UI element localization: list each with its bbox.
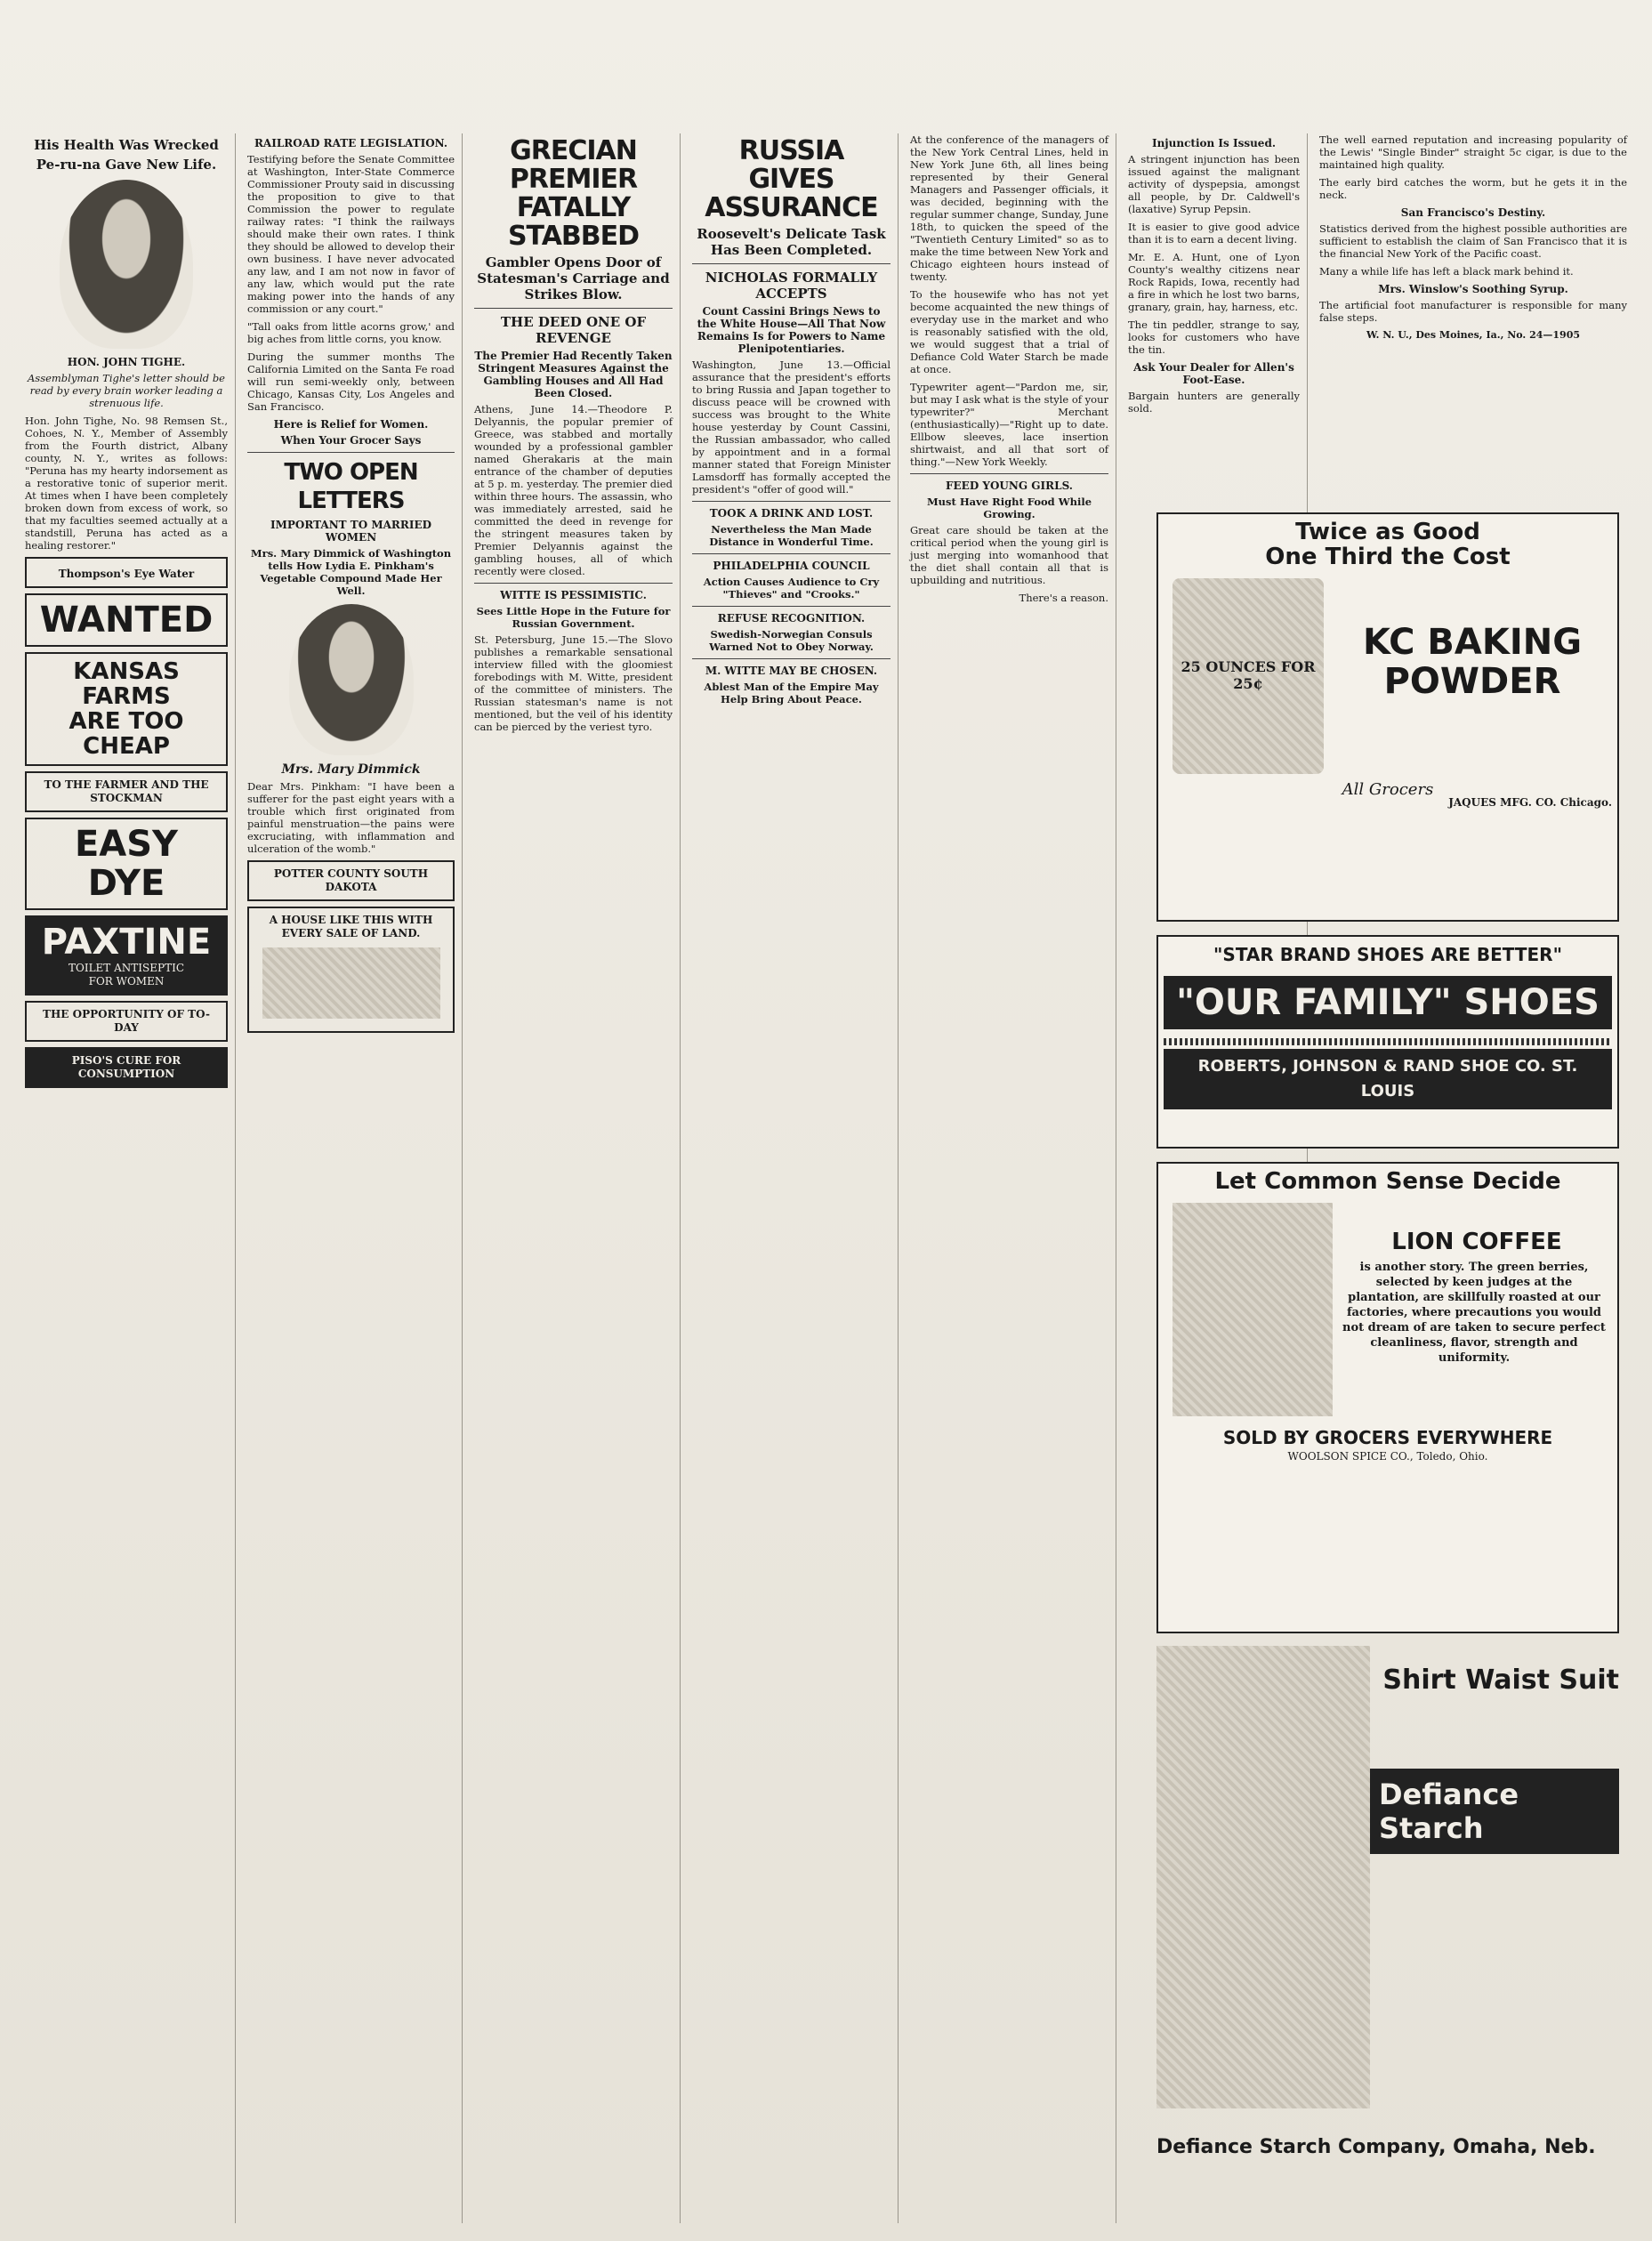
sf-destiny-subhead: San Francisco's Destiny. bbox=[1400, 206, 1546, 219]
pinkham-letter: Dear Mrs. Pinkham: "I have been a sufferer for the past eight years with a trouble which first originated from painful menstruation—the pains were excruciating, with inflammation and ulceration of the womb." bbox=[247, 780, 455, 855]
wanted-ad: WANTED bbox=[25, 593, 228, 647]
grecian-premier-headline: GRECIAN PREMIER FATALLY STABBED bbox=[507, 135, 640, 252]
santa-fe-paragraph: During the summer months The California Limited on the Santa Fe road will run semi-weekly only, between Chicago, Kansas City, Los Angeles and San Francisco. bbox=[247, 351, 455, 413]
lewis-cigar-paragraph: The well earned reputation and increasing popularity of the Lewis' "Single Binder" straight 5c cigar, is due to the maintained high quality. bbox=[1319, 133, 1627, 171]
wnu-footer: W. N. U., Des Moines, Ia., No. 24—1905 bbox=[1366, 329, 1581, 341]
feed-girls-subhead: FEED YOUNG GIRLS. bbox=[946, 480, 1073, 492]
house-ad: A HOUSE LIKE THIS WITH EVERY SALE OF LAND. bbox=[247, 907, 455, 1033]
relief-subhead: Here is Relief for Women. bbox=[273, 418, 429, 431]
early-bird-paragraph: The early bird catches the worm, but he gets it in the neck. bbox=[1319, 176, 1627, 201]
paxtine-ad: PAXTINE TOILET ANTISEPTIC FOR WOMEN bbox=[25, 915, 228, 996]
railroad-headline: RAILROAD RATE LEGISLATION. bbox=[254, 137, 448, 149]
feed-girls-body: Great care should be taken at the critical period when the young girl is just merging into womanhood that the diet shall contain all that is upbuilding and nutritious. bbox=[910, 524, 1108, 586]
peruna-headline: His Health Was Wrecked bbox=[34, 137, 219, 153]
kc-title-2: One Third the Cost bbox=[1265, 544, 1511, 570]
lion-coffee-ad bbox=[1156, 1162, 1619, 1633]
lion-illustration bbox=[1173, 1203, 1333, 1416]
hunt-paragraph: Mr. E. A. Hunt, one of Lyon County's wealthy citizens near Rock Rapids, Iowa, recently had a fire in which he lost two barns, granary, grain, hay, harness, etc. bbox=[1128, 251, 1300, 313]
injunction-body: A stringent injunction has been issued against the malignant activity of dyspepsia, amongst all people, by Dr. Caldwell's (laxative) Syrup Pepsin. bbox=[1128, 153, 1300, 215]
dimmick-portrait bbox=[289, 604, 414, 755]
kc-maker: JAQUES MFG. CO. Chicago. bbox=[1448, 796, 1612, 809]
witte-body: St. Petersburg, June 15.—The Slovo publishes a remarkable sensational interview filled with the gloomiest forebodings with M. Witte, president of the committee of ministers. The Russian statesman's name is not mentioned, but the veil of his identity can be pierced by the veriest tyro. bbox=[474, 633, 673, 733]
farmer-stockman-ad: TO THE FARMER AND THE STOCKMAN bbox=[25, 771, 228, 812]
defiance-starch-ad bbox=[1156, 1646, 1619, 2215]
lion-maker: WOOLSON SPICE CO., Toledo, Ohio. bbox=[1287, 1450, 1488, 1463]
witte-chosen-subhead: M. WITTE MAY BE CHOSEN. bbox=[705, 665, 878, 677]
house-illustration bbox=[262, 947, 440, 1019]
recognition-subdeck: Swedish-Norwegian Consuls Warned Not to Obey Norway. bbox=[709, 628, 874, 653]
lion-title: Let Common Sense Decide bbox=[1214, 1168, 1561, 1195]
star-brand-shoes-ad bbox=[1156, 935, 1619, 1149]
lion-sold: SOLD BY GROCERS EVERYWHERE bbox=[1222, 1427, 1553, 1448]
portrait-caption: HON. JOHN TIGHE. bbox=[67, 356, 186, 368]
russia-body: Washington, June 13.—Official assurance that the president's efforts to bring Russia and Japan together to discuss peace will be crowned with success was brought to the White house yesterday by Count Cassini, the Russian ambassador, who called by appointment and in a formal manner stated that Foreign Minister Lamsdorff has formally accepted the president's "offer of good will." bbox=[692, 359, 890, 496]
sf-destiny-body: Statistics derived from the highest possible authorities are sufficient to establish the claim of San Francisco that it is the financial New York of the Pacific coast. bbox=[1319, 222, 1627, 260]
winslow-ad: Mrs. Winslow's Soothing Syrup. bbox=[1378, 283, 1568, 295]
foot-ease-ad: Ask Your Dealer for Allen's Foot-Ease. bbox=[1133, 361, 1294, 386]
feed-girls-signoff: There's a reason. bbox=[1019, 592, 1108, 604]
easy-dye-ad: EASY DYE bbox=[25, 818, 228, 910]
starch-shirt-waist: Shirt Waist Suit bbox=[1382, 1665, 1619, 1696]
ny-central-body: At the conference of the managers of the New York Central Lines, held in New York June 6th, all lines being represented by their General Managers and Passenger officials, it was decided, beginning with the regular summer change, Sunday, June 18th, to quicken the speed of the "Twentieth Century Limited" so as to make the time between New York and Chicago eighteen hours instead of twenty. bbox=[910, 133, 1108, 283]
column-1 bbox=[18, 133, 236, 2223]
kc-grocers: All Grocers bbox=[1342, 780, 1434, 799]
russia-deck: Roosevelt's Delicate Task Has Been Completed. bbox=[697, 226, 886, 258]
kc-title: Twice as Good bbox=[1295, 519, 1480, 545]
shoes-main-title: "OUR FAMILY" SHOES bbox=[1164, 976, 1612, 1029]
kc-baking-powder-ad bbox=[1156, 512, 1619, 922]
starch-maker: Defiance Starch Company, Omaha, Neb. bbox=[1156, 2136, 1596, 2158]
black-mark-paragraph: Many a while life has left a black mark behind it. bbox=[1319, 265, 1574, 278]
open-letters-headline: TWO OPEN LETTERS bbox=[284, 459, 418, 514]
artificial-foot-paragraph: The artificial foot manufacturer is responsible for many false steps. bbox=[1319, 299, 1627, 324]
defiance-starch-paragraph: To the housewife who has not yet become acquainted the new things of everyday use in the market and who is reasonably satisfied with the old, we would suggest that a trial of Defiance Cold Water Starch be made at once. bbox=[910, 288, 1108, 375]
peruna-subheadline: Pe-ru-na Gave New Life. bbox=[36, 157, 217, 173]
opportunity-ad: THE OPPORTUNITY OF TO-DAY bbox=[25, 1001, 228, 1042]
recognition-subhead: REFUSE RECOGNITION. bbox=[717, 612, 866, 625]
portrait-caption-sub: Assemblyman Tighe's letter should be read by every brain worker leading a strenuous life. bbox=[27, 372, 225, 409]
typewriter-joke: Typewriter agent—"Pardon me, sir, but may I ask what is the style of your typewriter?" Merchant (enthusiastically)—"Right up to date. Ellbow sleeves, lace insertion shirtwaist, and all that sort of thing."—New York Weekly. bbox=[910, 381, 1108, 468]
philadelphia-subhead: PHILADELPHIA COUNCIL bbox=[713, 560, 870, 572]
column-3 bbox=[467, 133, 681, 2223]
kc-brand: KC BAKING POWDER bbox=[1362, 622, 1583, 702]
column-2 bbox=[240, 133, 463, 2223]
witte-chosen-subdeck: Ablest Man of the Empire May Help Bring About Peace. bbox=[704, 681, 879, 705]
shoes-maker: ROBERTS, JOHNSON & RAND SHOE CO. ST. LOUIS bbox=[1164, 1049, 1612, 1109]
kc-can-label: 25 OUNCES FOR 25¢ bbox=[1181, 658, 1316, 692]
kansas-farms-ad: KANSAS FARMS ARE TOO CHEAP bbox=[25, 652, 228, 766]
shirtwaist-woman-illustration bbox=[1156, 1646, 1370, 2108]
bargain-line: Bargain hunters are generally sold. bbox=[1128, 390, 1300, 415]
starch-brand: Defiance Starch bbox=[1156, 1769, 1619, 1854]
grecian-deck: Gambler Opens Door of Statesman's Carriage and Strikes Blow. bbox=[477, 254, 670, 302]
grecian-deck-3: The Premier Had Recently Taken Stringent Measures Against the Gambling Houses and All Had Been Closed. bbox=[474, 350, 673, 399]
drink-subhead: TOOK A DRINK AND LOST. bbox=[709, 507, 874, 520]
railroad-body: Testifying before the Senate Committee at Washington, Inter-State Commerce Commissioner Prouty said in discussing the proposition to give to that Commission the power to regulate railway rates: "I think the railways should make their own rates. I think they should be allowed to develop their own business. I have never advocated any law, and I am not now in favor of any law, which would put the rate making power into the hands of any commission or any court." bbox=[247, 153, 455, 315]
kc-can-illustration bbox=[1173, 578, 1324, 774]
russia-headline: RUSSIA GIVES ASSURANCE bbox=[705, 135, 878, 223]
grocer-subhead: When Your Grocer Says bbox=[280, 434, 422, 447]
advice-paragraph: It is easier to give good advice than it is to earn a decent living. bbox=[1128, 221, 1300, 246]
philadelphia-subdeck: Action Causes Audience to Cry "Thieves" and "Crooks." bbox=[703, 576, 880, 601]
piso-ad: PISO'S CURE FOR CONSUMPTION bbox=[25, 1047, 228, 1088]
acorns-paragraph: "Tall oaks from little acorns grow,' and big aches from little corns, you know. bbox=[247, 320, 455, 345]
dimmick-caption: Mrs. Mary Dimmick bbox=[281, 762, 421, 777]
russia-deck-3: Count Cassini Brings News to the White House—All That Now Remains Is for Powers to Name Plenipotentiaries. bbox=[697, 305, 886, 355]
shoes-tagline: "STAR BRAND SHOES ARE BETTER" bbox=[1213, 944, 1562, 965]
grecian-body: Athens, June 14.—Theodore P. Delyannis, the popular premier of Greece, was stabbed and mortally wounded by a professional gambler named Gherakaris at the main entrance of the chamber of deputies at 5 p. m. yesterday. The premier died within three hours. The assassin, who was immediately arrested, said he committed the deed in revenge for the stringent measures taken by Premier Delyannis against the gambling houses, all of which recently were closed. bbox=[474, 403, 673, 577]
eye-water-ad: Thompson's Eye Water bbox=[25, 557, 228, 588]
tin-peddler-paragraph: The tin peddler, strange to say, looks for customers who have the tin. bbox=[1128, 318, 1300, 356]
column-4 bbox=[685, 133, 899, 2223]
lion-brand: LION COFFEE bbox=[1391, 1229, 1562, 1255]
witte-subdeck: Sees Little Hope in the Future for Russian Government. bbox=[476, 605, 671, 630]
injunction-subhead: Injunction Is Issued. bbox=[1151, 137, 1277, 149]
married-women-subhead: IMPORTANT TO MARRIED WOMEN bbox=[270, 519, 432, 544]
witte-subhead: WITTE IS PESSIMISTIC. bbox=[500, 589, 647, 601]
tighe-portrait bbox=[60, 180, 193, 349]
feed-girls-subdeck: Must Have Right Food While Growing. bbox=[926, 496, 1092, 520]
peruna-body: Hon. John Tighe, No. 98 Remsen St., Cohoes, N. Y., Member of Assembly from the Fourth district, Albany county, N. Y., writes as follows: "Peruna has my hearty indorsement as a restorative tonic of superior merit. At times when I have been completely broken down from excess of work, so that my faculties seemed actually at a standstill, Peruna has acted as a healing restorer." bbox=[25, 415, 228, 552]
drink-subdeck: Nevertheless the Man Made Distance in Wonderful Time. bbox=[709, 523, 874, 548]
pinkham-deck: Mrs. Mary Dimmick of Washington tells How Lydia E. Pinkham's Vegetable Compound Made Her Well. bbox=[250, 547, 452, 597]
lion-body: is another story. The green berries, selected by keen judges at the plantation, are skillfully roasted at our factories, where precautions you would not dream of are taken to secure perfect cleanliness, flavor, strength and uniformity. bbox=[1342, 1261, 1606, 1365]
russia-deck-2: NICHOLAS FORMALLY ACCEPTS bbox=[705, 270, 878, 302]
column-7-top bbox=[1312, 133, 1634, 489]
potter-county-ad: POTTER COUNTY SOUTH DAKOTA bbox=[247, 860, 455, 901]
column-5 bbox=[903, 133, 1116, 2223]
grecian-deck-2: THE DEED ONE OF REVENGE bbox=[500, 314, 647, 346]
